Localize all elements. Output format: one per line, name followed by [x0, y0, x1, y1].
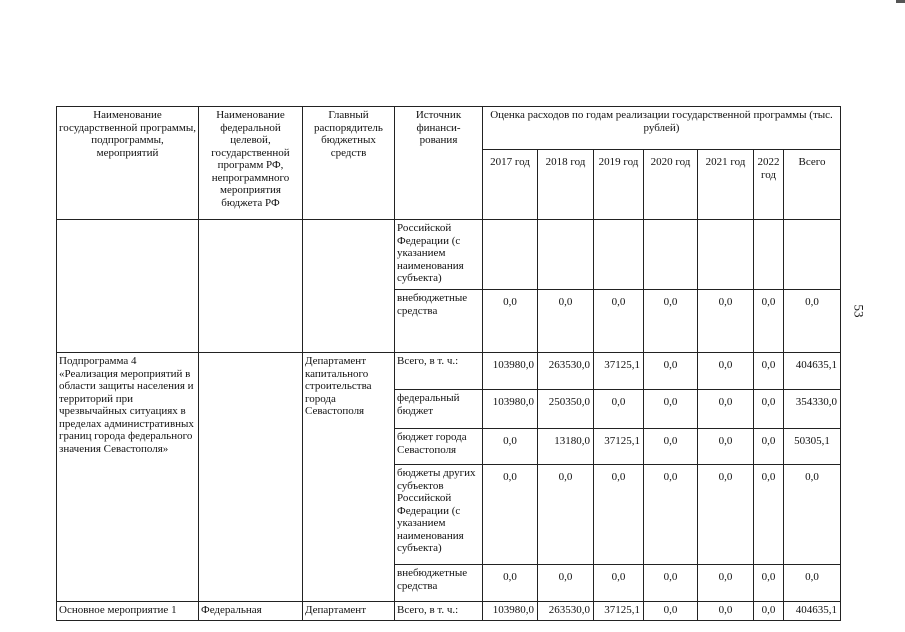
- empty-cell: [754, 220, 784, 290]
- source-cell: внебюджетные средства: [395, 290, 483, 353]
- header-program: Наименование государственной программы, подпрограммы, мероприятий: [57, 107, 199, 220]
- value-cell: 0,0: [594, 290, 644, 353]
- empty-cell: [784, 220, 841, 290]
- source-cell: федеральный бюджет: [395, 390, 483, 429]
- value-cell: 0,0: [644, 602, 698, 621]
- value-cell: 250350,0: [538, 390, 594, 429]
- value-cell: 0,0: [754, 565, 784, 602]
- header-year: 2017 год: [483, 150, 538, 220]
- main-event-name: Основное мероприятие 1: [57, 602, 199, 621]
- value-cell: 0,0: [538, 565, 594, 602]
- empty-cell: [594, 220, 644, 290]
- empty-cell: [57, 220, 199, 353]
- value-cell: 0,0: [644, 465, 698, 565]
- value-cell: 0,0: [594, 465, 644, 565]
- value-cell: 0,0: [754, 429, 784, 465]
- value-cell: 37125,1: [594, 353, 644, 390]
- header-manager: Главный распорядитель бюджетных средств: [303, 107, 395, 220]
- value-cell: 0,0: [483, 429, 538, 465]
- value-cell: 0,0: [698, 602, 754, 621]
- main-event-federal: Федеральная: [199, 602, 303, 621]
- value-cell: 0,0: [784, 290, 841, 353]
- page-number: 53: [851, 304, 867, 318]
- value-cell: 0,0: [754, 353, 784, 390]
- table-row: [57, 220, 841, 290]
- source-cell: Всего, в т. ч.:: [395, 353, 483, 390]
- source-cell: Всего, в т. ч.:: [395, 602, 483, 621]
- value-cell: 50305,1: [784, 429, 841, 465]
- value-cell: 0,0: [538, 465, 594, 565]
- value-cell: 0,0: [784, 565, 841, 602]
- value-cell: 404635,1: [784, 353, 841, 390]
- value-cell: 404635,1: [784, 602, 841, 621]
- budget-table: [56, 106, 841, 621]
- empty-cell: [698, 220, 754, 290]
- table-row: [57, 353, 841, 390]
- value-cell: 0,0: [754, 602, 784, 621]
- value-cell: 103980,0: [483, 353, 538, 390]
- source-cell: бюджеты других субъектов Российской Федерации (с указанием наименования субъекта): [395, 465, 483, 565]
- source-cell: бюджет города Севастополя: [395, 429, 483, 465]
- value-cell: 0,0: [698, 465, 754, 565]
- header-year: 2019 год: [594, 150, 644, 220]
- empty-cell: [644, 220, 698, 290]
- empty-cell: [303, 220, 395, 353]
- value-cell: 0,0: [483, 565, 538, 602]
- header-year: 2021 год: [698, 150, 754, 220]
- value-cell: 0,0: [698, 565, 754, 602]
- value-cell: 0,0: [754, 465, 784, 565]
- value-cell: 0,0: [538, 290, 594, 353]
- value-cell: 0,0: [644, 290, 698, 353]
- header-year: 2018 год: [538, 150, 594, 220]
- value-cell: 0,0: [754, 290, 784, 353]
- value-cell: 0,0: [483, 465, 538, 565]
- value-cell: 0,0: [644, 429, 698, 465]
- value-cell: 0,0: [698, 390, 754, 429]
- value-cell: 0,0: [644, 390, 698, 429]
- header-federal: Наименование федеральной целевой, государственной программ РФ, непрограммного мероприятия бюджета РФ: [199, 107, 303, 220]
- empty-cell: [538, 220, 594, 290]
- value-cell: 0,0: [784, 465, 841, 565]
- value-cell: 0,0: [644, 565, 698, 602]
- header-year: 2020 год: [644, 150, 698, 220]
- value-cell: 0,0: [754, 390, 784, 429]
- value-cell: 103980,0: [483, 602, 538, 621]
- empty-cell: [483, 220, 538, 290]
- value-cell: 0,0: [698, 429, 754, 465]
- header-source: Источник финанси- рования: [395, 107, 483, 220]
- value-cell: 0,0: [483, 290, 538, 353]
- table-row: [57, 602, 841, 621]
- subprogram-manager: Департамент капитального строительства города Севастополя: [303, 353, 395, 602]
- corner-mark: [896, 0, 905, 3]
- value-cell: 37125,1: [594, 602, 644, 621]
- source-cell: Российской Федерации (с указанием наименования субъекта): [395, 220, 483, 290]
- value-cell: 354330,0: [784, 390, 841, 429]
- header-estimate: Оценка расходов по годам реализации государственной программы (тыс. рублей): [483, 107, 841, 150]
- value-cell: 0,0: [594, 390, 644, 429]
- value-cell: 13180,0: [538, 429, 594, 465]
- value-cell: 263530,0: [538, 353, 594, 390]
- subprogram-name: Подпрограмма 4 «Реализация мероприятий в области защиты населения и территорий при чрезвычайных ситуациях в пределах административных границ города федерального значения Севастополя»: [57, 353, 199, 602]
- value-cell: 0,0: [644, 353, 698, 390]
- value-cell: 0,0: [698, 353, 754, 390]
- header-total: Всего: [784, 150, 841, 220]
- empty-cell: [199, 353, 303, 602]
- value-cell: 103980,0: [483, 390, 538, 429]
- value-cell: 37125,1: [594, 429, 644, 465]
- main-event-manager: Департамент: [303, 602, 395, 621]
- header-year: 2022 год: [754, 150, 784, 220]
- value-cell: 0,0: [698, 290, 754, 353]
- header-row: [57, 107, 841, 150]
- value-cell: 0,0: [594, 565, 644, 602]
- value-cell: 263530,0: [538, 602, 594, 621]
- empty-cell: [199, 220, 303, 353]
- source-cell: внебюджетные средства: [395, 565, 483, 602]
